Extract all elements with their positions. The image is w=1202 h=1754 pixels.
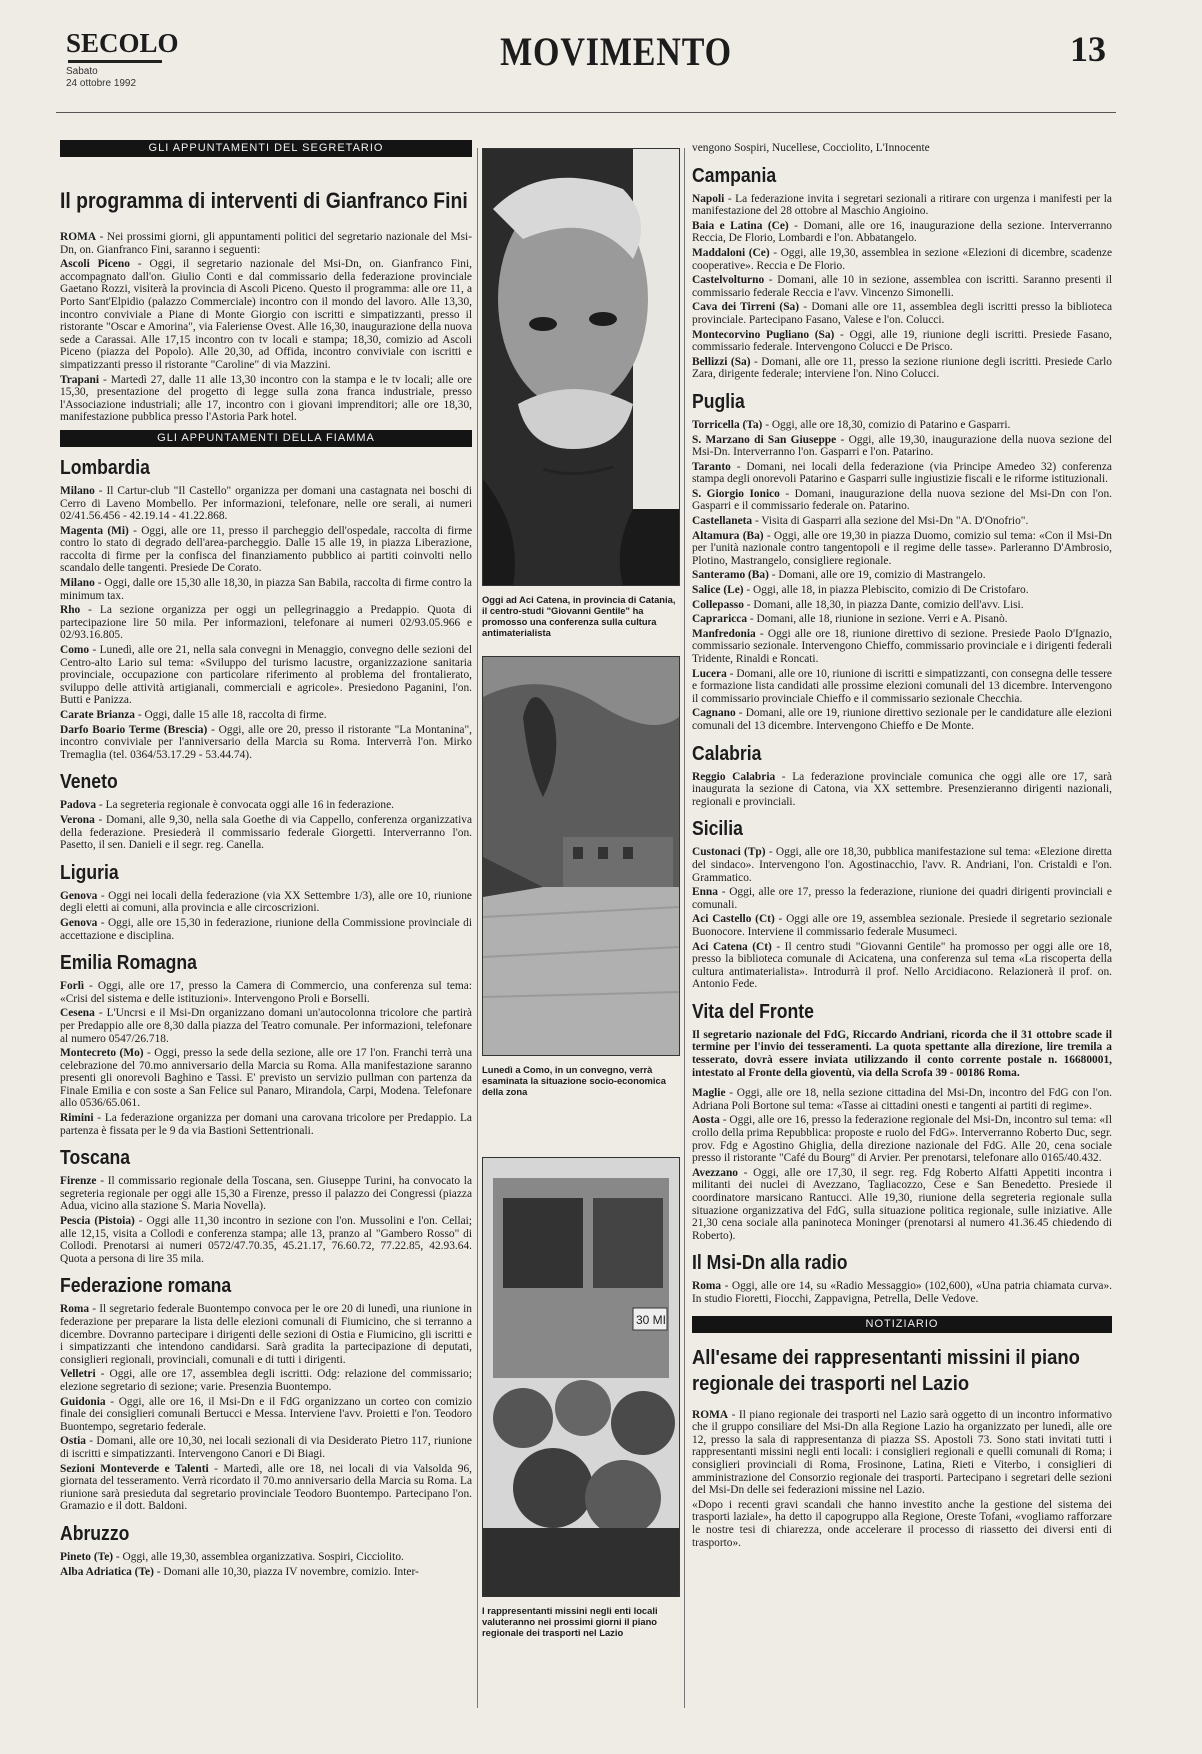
region-heading: Veneto — [60, 771, 118, 794]
list-item — [692, 569, 1112, 582]
entry-text: - Il piano regionale dei trasporti nel Lazio sarà oggetto di un incontro informativo che il gruppo consiliare del Msi-Dn alla Regione Lazio ha organizzato per lunedì, alle ore 12, presso la sala di rappresentanza di piazza SS. Apostoli 73. Sono stati invitati tutti i rappresentanti missini negli enti locali: i consiglieri regionali e quelli comunali di Roma; i consiglieri provinciali di Roma, Frosinone, Latina, Rieti e Viterbo, i consiglieri di amministrazione del Consorzio regionale dei trasporti. Partecipano i segretari delle sezioni del Msi-Dn delle sei federazioni missine nel Lazio. — [692, 1408, 1112, 1497]
header-divider — [56, 112, 1116, 113]
entry-text: - Domani, alle 10 in sezione, assemblea con iscritti. Saranno presenti il commissario federale Reccia e l'avv. Vincenzo Simonelli. — [692, 274, 1112, 299]
entry-text: - Visita di Gasparri alla sezione del Msi-Dn "A. D'Onofrio". — [752, 515, 1029, 528]
entry-text: - Oggi, alle 19,30, assemblea organizzativa. Sospiri, Cicciolito. — [113, 1550, 404, 1563]
radio-entry — [692, 1280, 1112, 1305]
fronte-entries — [692, 1087, 1112, 1242]
entry-text: - Oggi, alle ore 18, nella sezione cittadina del Msi-Dn, incontro del FdG con l'on. Adriana Poli Bortone sul tema: «Tasse ai cittadini onesti e tangenti ai partiti di regime». — [692, 1087, 1112, 1112]
fini-program — [60, 231, 472, 424]
entry-text: - Domani, alle 18, riunione in sezione. Verri e A. Pisanò. — [747, 613, 1008, 626]
section-bar-segretario: GLI APPUNTAMENTI DEL SEGRETARIO — [60, 140, 472, 157]
entry-place: Padova — [60, 799, 97, 812]
entry-place: Milano — [60, 484, 95, 497]
lake-photo — [482, 656, 680, 1056]
list-item — [60, 1396, 472, 1434]
entry-place: Castelvolturno — [692, 274, 765, 287]
entry-place: Aci Catena (Ct) — [692, 940, 772, 953]
entry-place: Santeramo (Ba) — [692, 569, 769, 582]
entry-text: - Domani alle ore 11, assemblea degli iscritti presso la biblioteca provinciale. Partecipano Fasano, Valese e l'on. Colucci. — [692, 301, 1112, 326]
list-item — [692, 530, 1112, 568]
list-item — [60, 1007, 472, 1045]
entry-place: Ostia — [60, 1435, 86, 1448]
newspaper-logo: SECOLO — [66, 28, 179, 58]
list-item — [60, 799, 472, 812]
entry-text: - Oggi, alle ore 17, presso la Camera di Commercio, una conferenza sul tema: «Crisi del sistema e delle istituzioni». Intervengono Proli e Borselli. — [60, 980, 472, 1005]
entry-text: - Domani, alle ore 19, comizio di Mastrangelo. — [768, 569, 986, 582]
entry-text: - Il centro studi "Giovanni Gentile" ha promosso per oggi alle ore 18, presso la biblioteca comunale di Acicatena, una conferenza sul tema «La riscoperta della cultura antimaterialista». Introdurrà il prof. Nello Arcidiacono. Relazionerà il prof. on. Antonio Fede. — [692, 940, 1112, 991]
entry-place: Velletri — [60, 1368, 96, 1381]
list-item — [60, 980, 472, 1005]
entry-text: - L'Uncrsi e il Msi-Dn organizzano domani un'autocolonna tricolore che partirà per Predappio alle ore 8,30 dalla piazza del Teatro comunale. Per informazioni, telefonare al numero 0547/26.718. — [60, 1007, 472, 1045]
list-item — [692, 419, 1112, 432]
entry-place: Napoli — [692, 192, 725, 205]
entry-place: Forlì — [60, 980, 85, 993]
entry-text: - Oggi, alle ore 19,30 in piazza Duomo, comizio sul tema: «Con il Msi-Dn per l'unità nazionale contro tangentopoli e il regime delle tasse». Parleranno D'Ambrosio, Plotino, Mastrangelo, consigliere regionale. — [692, 529, 1113, 567]
region-heading: Calabria — [692, 742, 762, 765]
entry-text: - Oggi, alle ore 16, presso la federazione regionale del Msi-Dn, incontro sul tema: «Il crollo della prima Repubblica: proposte e ruolo del FdG». Interverranno Roberto Duc, segr. prov. Fdg e Agostino Ghiglia, della direzione nazionale del FdG. Alle 20, cena sociale presso il ristorante "Café du Bourg" di Arvier. Per prenotarsi, telefonare allo 0165/40.432. — [692, 1114, 1112, 1165]
list-item — [60, 1175, 472, 1213]
entry-place: ROMA — [692, 1408, 729, 1421]
entry-place: S. Marzano di San Giuseppe — [692, 433, 837, 446]
photo-caption: Lunedì a Como, in un convegno, verrà esaminata la situazione socio-economica della zona — [482, 1064, 666, 1097]
entry-text: - Domani, inaugurazione della nuova sezione del Msi-Dn con l'on. Gasparri e il commissario federale on. Patarino. — [692, 487, 1112, 513]
bus-sign: 30 MI — [636, 1313, 667, 1327]
entry-place: Rimini — [60, 1112, 94, 1125]
list-item — [692, 356, 1112, 381]
entry-place: Guidonia — [60, 1395, 106, 1408]
entry-place: Maglie — [692, 1087, 726, 1100]
entry-text: - La federazione organizza per domani una carovana tricolore per Predappio. La partenza è fissata per le 9 da via Bastioni Settentrionali. — [60, 1112, 472, 1137]
list-item — [692, 488, 1112, 513]
region-heading: Liguria — [60, 861, 119, 884]
entry-place: Salice (Le) — [692, 584, 744, 597]
portrait-photo — [482, 148, 680, 586]
list-item — [60, 577, 472, 602]
list-item — [60, 1463, 472, 1513]
entry-text: - Oggi, alle ore 15,30 in federazione, riunione della Commissione provinciale di accettazione e disciplina. — [60, 916, 472, 942]
entry-text: - Domani, alle 18,30, in piazza Dante, comizio dell'avv. Lisi. — [743, 598, 1024, 611]
dateline-date: 24 ottobre 1992 — [66, 78, 137, 89]
region-heading: Abruzzo — [60, 1522, 130, 1545]
left-regions — [60, 457, 472, 1578]
bus-photo — [482, 1157, 680, 1597]
list-item — [692, 329, 1112, 354]
list-item — [60, 1215, 472, 1265]
entry-text: - Nei prossimi giorni, gli appuntamenti politici del segretario nazionale del Msi-Dn, on. Gianfranco Fini, saranno i seguenti: — [60, 231, 472, 256]
entry-text: - Domani alle 10,30, piazza IV novembre, comizio. Inter- — [153, 1565, 419, 1578]
list-item — [692, 515, 1112, 528]
entry-text: - Domani, alle ore 19, riunione direttivo sezionale per le candidature alle elezioni comunali del 13 dicembre. Intervengono Chieffo e De Monte. — [692, 707, 1112, 732]
entry-place: Manfredonia — [692, 627, 756, 640]
entry-text: - Oggi, il segretario nazionale del Msi-Dn, on. Gianfranco Fini, accompagnato dall'on. Giulio Conti e dal commissario della federazione provinciale Gaetano Rozzi, visiterà la provincia di Ascoli Piceno. Questo il programma: alle ore 11, a Porto Sant'Elpidio (palazzo Commerciale) incontro con il mondo del lavoro. Alle 13,30, incontro conviviale a Piane di Monte Giorgio con iscritti e simpatizzanti, presso il ristorante "Oscar e Amorina", via Faleriense Ovest. Alle 16,30, inaugurazione della nuova sede a Carassai. Alle 17,15 incontro con tv locali e stampa; 18,30, comizio ad Ascoli Piceno (piazza del Popolo). Alle 20,30, ad Offida, incontro conviviale con iscritti e simpatizzanti presso il ristorante "Caroline" di via Mazzini. — [60, 258, 472, 371]
logo-underline — [68, 60, 162, 63]
entry-text: - Oggi, dalle ore 15,30 alle 18,30, in piazza San Babila, raccolta di firme contro la minimum tax. — [60, 577, 472, 602]
region-heading: Sicilia — [692, 818, 743, 841]
entry-text: - Il segretario federale Buontempo convoca per le ore 20 di lunedì, una riunione in federazione per preparare la lista delle elezioni comunali di Fiumicino, che si terranno a dicembre. Dovranno partecipare i dirigenti delle sezioni di Ostia e Fiumicino, gli iscritti e i simpatizzanti che intendono candidarsi. Sarà gradita la partecipazione di deputati, consiglieri regionali, provinciali, comunali e di tutti i dirigenti. — [60, 1303, 472, 1366]
photo-caption: Oggi ad Aci Catena, in provincia di Catania, il centro-studi "Giovanni Gentile" ha promosso una conferenza sulla cultura antimaterialista — [482, 594, 676, 638]
entry-text: - Oggi, alle ore 20, presso il ristorante "La Montanina", incontro conviviale per l'anniversario della Marcia su Roma. Interverrà l'on. Mirko Tremaglia (tel. 0364/53.17.29 - 53.44.74). — [60, 723, 472, 761]
entry-text: - Oggi, alle ore 17, assemblea degli iscritti. Odg: relazione del commissario; elezione segretario di sezione; varie. Presenzia Buontempo. — [60, 1368, 472, 1393]
list-item — [692, 434, 1112, 459]
entry-place: Sezioni Monteverde e Talenti — [60, 1462, 209, 1475]
notiziario-paragraph — [692, 1409, 1112, 1497]
entry-place: Castellaneta — [692, 515, 753, 528]
entry-text: - Oggi, alle 19,30, assemblea in sezione «Elezioni di dicembre, scadenze cooperative». Reccia e De Florio. — [692, 246, 1112, 272]
list-item — [60, 644, 472, 707]
entry-text: - Oggi, alle 19,30, inaugurazione della nuova sezione del Msi-Dn. Interverranno l'on. Gasparri e l'on. Patarino. — [692, 433, 1113, 459]
list-item — [60, 1368, 472, 1393]
entry-text: - Lunedì, alle ore 21, nella sala convegni in Menaggio, convegno delle sezioni del Centro-alto Lario sul tema: «Sviluppo del turismo lacustre, organizzazione sanitaria provinciale, occupazione con particolare riferimento al problema del frontalierato, sviluppo delle attività artigianali, commerciali e agricole». Presiedono Paganini, l'on. Butti e Panizza. — [60, 644, 472, 707]
list-item — [692, 599, 1112, 612]
column-divider — [684, 148, 685, 1708]
entry-text: - Oggi, alle ore 17,30, il segr. reg. Fdg Roberto Alfatti Appetiti incontra i militanti dei nuclei di Avezzano, Tagliacozzo, Cese e San Benedetto. Presiede il coordinatore marsicano Rantucci. Alle 19,30, riunione della segreteria regionale sulla situazione organizzativa del FdG, sulla situazione politica regionale, sulle iniziative. Alle 21,30 cena sociale alla paninoteca Moninger (prenotarsi al numero 41.36.45 chiedendo di Roberto). — [692, 1166, 1112, 1242]
entry-text: - Domani, alle ore 10, riunione di iscritti e simpatizzanti, con consegna delle tessere e formazione lista candidati alle prossime elezioni comunali del 13 dicembre. Intervengono il commissario provinciale Chieffo e il commissario sezionale Checchia. — [692, 667, 1112, 705]
entry-place: S. Giorgio Ionico — [692, 487, 780, 500]
entry-place: Carate Brianza — [60, 709, 135, 721]
left-column — [60, 140, 472, 1580]
entry-place: Genova — [60, 916, 98, 929]
carry-over-text: vengono Sospiri, Nucellese, Cocciolito, L'Innocente — [692, 142, 930, 154]
entry-place: Firenze — [60, 1175, 97, 1188]
list-item — [60, 1551, 472, 1564]
entry-text: - Oggi alle 11,30 incontro in sezione con l'on. Mussolini e l'on. Cellai; alle 12,15, visita a Collodi e conferenza stampa; alle 13, pranzo al "Gambero Rosso" di Collodi. Prenotarsi ai numeri 0572/47.70.35, 45.21.17, 76.60.72, 77.22.85, 42.93.64. Quota a persona di lire 35 mila. — [60, 1215, 472, 1265]
list-item — [692, 941, 1112, 991]
entry-text: - Domani, alle ore 10,30, nei locali sezionali di via Desiderato Pietro 117, riunione di iscritti e simpatizzanti. Intervengono Canori e Di Biagi. — [60, 1435, 472, 1460]
entry-text: - Oggi alle ore 18, riunione direttivo di sezione. Presiede Paolo D'Ignazio, commissario sezionale. Intervengono Chieffo, commissario provinciale e i dirigenti federali Tridente, Rinaldi e Roncati. — [692, 627, 1112, 665]
list-item — [60, 374, 472, 424]
entry-text: - Oggi, alle ore 18,30, pubblica manifestazione sul tema: «Elezione diretta del sindaco». Intervengono l'on. Agostinacchio, l'avv. R. Andriani, l'on. Cristaldi e l'on. Grammatico. — [692, 846, 1112, 884]
list-item — [60, 1047, 472, 1110]
list-item — [60, 724, 472, 762]
list-item — [692, 193, 1112, 218]
list-item — [692, 886, 1112, 911]
entry-text: - Oggi, dalle 15 alle 18, raccolta di firme. — [134, 709, 327, 721]
section-bar-notiziario: NOTIZIARIO — [692, 1316, 1112, 1333]
region-heading: Puglia — [692, 390, 745, 413]
list-item — [60, 525, 472, 575]
list-item — [692, 628, 1112, 666]
region-heading: Campania — [692, 164, 777, 187]
list-item — [692, 301, 1112, 326]
entry-place: Altamura (Ba) — [692, 529, 764, 542]
list-item — [692, 771, 1112, 809]
entry-place: Aosta — [692, 1114, 720, 1127]
list-item — [60, 1112, 472, 1137]
entry-text: - Oggi, alle 18, in piazza Plebiscito, comizio di De Cristofaro. — [743, 584, 1029, 597]
list-item — [692, 913, 1112, 938]
entry-place: Montecreto (Mo) — [60, 1047, 144, 1060]
entry-text: - Domani, alle 9,30, nella sala Goethe di via Cappello, conferenza organizzativa della federazione. Presiederà il commissario federale Giorgetti. Interverranno l'on. Pasetto, il sen. Danieli e il segr. reg. Canella. — [60, 813, 472, 852]
entry-text: - La sezione organizza per oggi un pellegrinaggio a Predappio. Quota di partecipazione lire 50 mila. Per informazioni, telefonare ai numeri 02/93.05.966 e 02/93.16.805. — [60, 604, 472, 642]
list-item — [60, 709, 472, 722]
region-heading: Toscana — [60, 1147, 131, 1170]
dateline-day: Sabato — [66, 66, 98, 77]
entry-place: Capraricca — [692, 613, 748, 626]
entry-place: Baia e Latina (Ce) — [692, 219, 789, 232]
masthead — [66, 24, 1106, 94]
list-item — [692, 220, 1112, 245]
list-item — [692, 613, 1112, 626]
entry-text: - La federazione provinciale comunica che oggi alle ore 17, sarà inaugurata la sezione di Catona, via XX settembre. Presenzieranno dirigenti nazionali, regionali e provinciali. — [692, 770, 1112, 808]
entry-place: Como — [60, 644, 90, 657]
entry-text: - Domani, nei locali della federazione (via Principe Amedeo 32) conferenza stampa degli onorevoli Patarino e Gasparri sulle ingiustizie fiscali e le riforme istituzionali. — [692, 460, 1112, 486]
entry-place: Verona — [60, 813, 95, 826]
entry-text: - Martedì, alle ore 18, nei locali di via Valsolda 96, giornata del tesseramento. Verrà ricordato il 70.mo anniversario della Marcia su Roma. La riunione sarà presieduta dal segretario provinciale Teodoro Buontempo. Partecipano l'on. Gramazio e il dott. Baldoni. — [60, 1462, 472, 1513]
list-item — [692, 1114, 1112, 1164]
list-item — [692, 668, 1112, 706]
list-item — [60, 890, 472, 915]
entry-place: Ascoli Piceno — [60, 258, 130, 271]
entry-text: - Domani, alle ore 16, inaugurazione della sezione. Interverranno Reccia, De Florio, Lombardi e l'on. Abbatangelo. — [692, 219, 1112, 245]
list-item — [60, 1566, 472, 1579]
entry-place: Lucera — [692, 667, 727, 680]
entry-text: - Oggi, alle ore 18,30, comizio di Patarino e Gasparri. — [762, 418, 1011, 431]
entry-place: ROMA — [60, 231, 97, 243]
entry-place: Alba Adriatica (Te) — [60, 1565, 154, 1578]
entry-place: Maddaloni (Ce) — [692, 246, 770, 259]
list-item — [692, 846, 1112, 884]
region-heading: Il Msi-Dn alla radio — [692, 1252, 848, 1275]
entry-place: Pineto (Te) — [60, 1550, 114, 1563]
list-item — [692, 461, 1112, 486]
entry-place: Cava dei Tirreni (Sa) — [692, 301, 800, 314]
list-item — [60, 1435, 472, 1460]
notiziario-headline: All'esame dei rappresentanti missini il piano regionale dei trasporti nel Lazio — [692, 1346, 1080, 1395]
entry-place: Trapani — [60, 373, 100, 386]
list-item — [692, 1167, 1112, 1243]
list-item — [60, 917, 472, 942]
entry-place: Reggio Calabria — [692, 770, 776, 783]
list-item — [60, 1303, 472, 1366]
entry-place: Taranto — [692, 460, 731, 473]
list-item — [60, 485, 472, 523]
region-heading: Vita del Fronte — [692, 1000, 814, 1023]
entry-place: Custonaci (Tp) — [692, 846, 766, 859]
entry-text: - La segreteria regionale è convocata oggi alle 16 in federazione. — [96, 799, 394, 812]
lake-illustration — [483, 657, 679, 1055]
entry-place: Magenta (Mi) — [60, 524, 129, 537]
entry-text: - Oggi, presso la sede della sezione, alle ore 17 l'on. Franchi terrà una celebrazione del 70.mo anniversario della Marcia su Roma. Alla manifestazione saranno presenti gli onorevoli Baghino e Tassi. E' previsto un servizio pullman con partenza da Finale Emilia e con soste a San Felice sul Panaro, Mirandola, Carpi, Modena. Telefonare allo 0536/65.061. — [60, 1047, 472, 1110]
entry-text: - La federazione invita i segretari sezionali a ritirare con urgenza i manifesti per la manifestazione del 28 ottobre al Maschio Angioino. — [692, 192, 1112, 218]
entry-place: Collepasso — [692, 598, 744, 611]
list-item — [692, 274, 1112, 299]
entry-place: Aci Castello (Ct) — [692, 913, 775, 926]
region-heading: Lombardia — [60, 456, 150, 479]
entry-place: Genova — [60, 889, 98, 902]
entry-text: - Oggi, alle ore 11, presso il parcheggio dell'ospedale, raccolta di firme contro lo stato di degrado dell'area-parcheggio. Dalle 15 alle 19, in piazza Liberazione, raccolta di firme per la confisca del finanziamento pubblico ai partiti coinvolti nello scandalo delle tangenti. Presiede De Corato. — [60, 524, 472, 575]
region-heading: Federazione romana — [60, 1275, 232, 1298]
right-regions — [692, 165, 1112, 991]
page-number: 13 — [1070, 29, 1106, 69]
entry-place: Cagnano — [692, 707, 736, 720]
entry-text: - Il commissario regionale della Toscana, sen. Giuseppe Turini, ha convocato la segreteria regionale per oggi alle 15,30 a Firenze, presso il palazzo dei Congressi (piazza Adua, vicino alla stazione S. Maria Novella). — [60, 1175, 472, 1213]
entry-text: - Oggi, alle ore 17, presso la federazione, riunione dei quadri dirigenti provinciali e comunali. — [692, 886, 1112, 911]
portrait-illustration — [483, 149, 679, 585]
entry-text: - Domani, alle ore 11, presso la sezione riunione degli iscritti. Presiede Carlo Zara, dirigente federale; interviene l'on. Nino Colucci. — [692, 355, 1112, 381]
photo-caption: I rappresentanti missini negli enti locali valuteranno nei prossimi giorni il piano regionale dei trasporti nel Lazio — [482, 1605, 658, 1638]
section-bar-fiamma: GLI APPUNTAMENTI DELLA FIAMMA — [60, 430, 472, 447]
entry-text: - Oggi, alle ore 14, su «Radio Messaggio» (102,600), «Una patria chiamata curva». In studio Fioretti, Fiocchi, Zappavigna, Petrella, Delle Vedove. — [692, 1280, 1112, 1305]
entry-place: Enna — [692, 886, 718, 899]
bus-illustration — [483, 1158, 679, 1596]
list-item — [60, 814, 472, 852]
entry-place: Darfo Boario Terme (Brescia) — [60, 723, 208, 736]
region-heading: Emilia Romagna — [60, 952, 197, 975]
entry-text: - Oggi, alle 19, riunione degli iscritti. Presiede Fasano, commissario federale. Intervengono Colucci e De Prisco. — [692, 328, 1112, 354]
list-item — [60, 604, 472, 642]
entry-place: Torricella (Ta) — [692, 418, 763, 431]
entry-text: - Oggi, alle ore 16, il Msi-Dn e il FdG organizzano un corteo con comizio finale dei consiglieri comunali Bertucci e Messa. Interviene l'avv. Proietti e l'on. Teodoro Buontempo, segretario federale. — [60, 1395, 472, 1433]
entry-text: - Il Cartur-club "Il Castello" organizza per domani una castagnata nei boschi di Cerro di Laveno Mombello. Per informazioni, telefonare, nelle ore serali, ai numeri 02/41.56.456 - 42.19.14 - 41.22.868. — [60, 484, 472, 523]
right-column — [692, 142, 1112, 1551]
photo-column — [482, 148, 678, 1638]
list-item — [60, 258, 472, 371]
entry-text: - Oggi nei locali della federazione (via XX Settembre 1/3), alle ore 10, riunione degli eletti ai comuni, alla provincia e alle circoscrizioni. — [60, 889, 472, 915]
entry-place: Montecorvino Pugliano (Sa) — [692, 328, 835, 341]
list-item — [692, 1087, 1112, 1112]
notiziario-paragraph: «Dopo i recenti gravi scandali che hanno investito anche la gestione del sistema dei trasporti laziale», ha detto il capogruppo alla Regione, Oreste Tofani, «vogliamo rafforzare le nostre tesi di chiarezza, onde accelerare il processo di riassetto dei diversi enti di trasporto». — [692, 1498, 1112, 1549]
list-item — [692, 584, 1112, 597]
list-item — [692, 247, 1112, 272]
list-item — [60, 231, 472, 256]
entry-text: - Oggi alle ore 19, assemblea sezionale. Presiede il segretario sezionale Buonocore. Interviene il commissario federale Musumeci. — [692, 913, 1112, 938]
entry-text: - Martedì 27, dalle 11 alle 13,30 incontro con la stampa e le tv locali; alle ore 15,30, presentazione del progetto di legge sulla zona franca industriale, presso l'Associazione industriali; alle 17, incontro con i giovani imprenditori; alle ore 18,30, manifestazione pubblica presso l'Astoria Park hotel. — [60, 373, 472, 424]
list-item — [692, 707, 1112, 732]
entry-place: Pescia (Pistoia) — [60, 1215, 135, 1228]
fronte-lead: Il segretario nazionale del FdG, Riccardo Andriani, ricorda che il 31 ottobre scade il termine per l'invio dei tesseramenti. La quota spettante alla direzione, lire tremila a tesserato, dovrà essere inviata utilizzando il conto corrente postale n. 16680001, intestato al Fronte della gioventù, via della Scrofa 39 - 00186 Roma. — [692, 1028, 1112, 1079]
entry-place: Roma — [692, 1280, 722, 1293]
column-divider — [477, 148, 478, 1708]
entry-place: Cesena — [60, 1007, 95, 1020]
entry-place: Rho — [60, 604, 81, 617]
entry-place: Bellizzi (Sa) — [692, 355, 751, 368]
entry-place: Avezzano — [692, 1166, 738, 1179]
entry-place: Milano — [60, 577, 95, 590]
dateline — [66, 66, 136, 90]
entry-place: Roma — [60, 1303, 90, 1316]
section-title: MOVIMENTO — [500, 29, 732, 74]
fini-headline: Il programma di interventi di Gianfranco Fini — [60, 188, 468, 213]
